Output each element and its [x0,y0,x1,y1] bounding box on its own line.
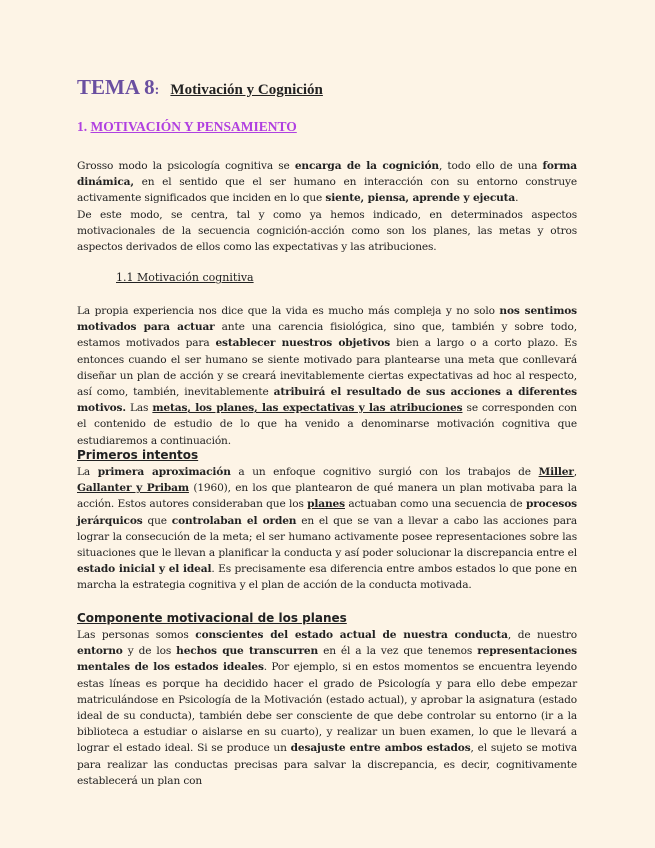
text-run: , [573,466,577,478]
text-run: a un enfoque cognitivo surgió con los trabajos de [230,466,539,478]
text-run: , de nuestro [507,629,578,641]
text-bold: controlaban el orden [171,514,297,527]
text-run: Grosso modo la psicología cognitiva se [77,160,295,172]
author-gallanter-pribam: Gallanter y Pribam [77,482,189,495]
text-bold-underline: metas, los planes, las expectativas y las atribuciones [152,402,463,415]
title-separator: : [154,83,160,98]
text-bold: procesos jerárquicos [77,498,577,527]
text-run: en el sentido que el ser humano en interacción con su entorno construye activamente significados que inciden en lo que [77,176,577,205]
text-bold: nos sentimos motivados para actuar [77,305,577,334]
text-run: bien a largo o a corto plazo. Es entonces cuando el ser humano se siente motivado para plantearse una meta que conllevará diseñar un plan de acción y se creará inevitablemente ciertas expectativas ad hoc al respecto, así como, también, inevitablemente [77,337,578,399]
text-bold: desajuste entre ambos estados [290,742,471,755]
page-title [77,64,577,102]
text-bold: representaciones mentales de los estados ideales [77,645,577,674]
text-run: actuaban como una secuencia de [344,498,526,511]
componente-heading: Componente motivacional de los planes [77,611,347,625]
text-run: en él a la vez que tenemos [318,645,478,658]
intro-paragraph-2: De este modo, se centra, tal y como ya hemos indicado, en determinados aspectos motivacionales de la secuencia cognición-acción como son los planes, las metas y otros aspectos derivados de ellos como las expectativas y las atribuciones. [77,209,577,254]
section-number: 1. [77,119,88,134]
text-run: (1960), en los que plantearon de qué manera un plan motivaba para la acción. Estos autores consideraban que los [77,482,577,511]
tema-number: TEMA 8 [77,75,155,99]
text-run: Las [125,402,153,415]
componente-paragraph [77,627,577,789]
text-run: , el sujeto se motiva para realizar las conductas precisas para salvar la discrepancia, es decir, cognitivamente establecerá un plan con [77,742,578,787]
subsection-heading: 1.1 Motivación cognitiva [116,271,254,284]
section-title: MOTIVACIÓN Y PENSAMIENTO [90,119,297,134]
text-bold: atribuirá el resultado de sus acciones a diferentes motivos. [77,386,577,415]
intro-paragraph-1 [77,158,577,207]
text-run: . [515,192,519,205]
text-run: , todo ello de una [438,160,543,172]
text-run: ante una carencia fisiológica, sino que, también y sobre todo, estamos motivados para [77,321,577,350]
text-bold: estado inicial y el ideal [77,563,212,576]
text-bold: encarga de la cognición [294,160,439,172]
text-bold: entorno [77,645,123,658]
text-run: La [77,466,98,478]
tema-name: Motivación y Cognición [170,82,323,98]
text-run: en el que se van a llevar a cabo las acciones para lograr la consecución de la meta; el ser humano activamente posee representaciones sobre las situaciones que le llevan a planificar la conducta y así poder solucionar la discrepancia entre el [77,514,578,560]
text-bold: conscientes del estado actual de nuestra conducta [195,629,508,641]
text-run: Las personas somos [77,629,196,641]
author-miller: Miller [538,466,574,478]
text-bold: establecer nuestros objetivos [215,337,391,350]
text-run: que [142,514,172,527]
text-bold: primera aproximación [97,466,231,478]
motivacion-paragraph [77,303,577,449]
text-run: La propia experiencia nos dice que la vida es mucho más compleja y no solo [77,305,500,317]
text-bold: hechos que transcurren [176,645,319,658]
primeros-heading: Primeros intentos [77,448,199,462]
primeros-paragraph [77,464,577,594]
text-bold-underline: planes [307,498,345,511]
text-run: se corresponden con el contenido de estudio de lo que ha venido a denominarse motivación cognitiva que estudiaremos a continuación. [77,402,577,447]
text-bold: forma dinámica, [77,160,578,189]
text-bold: siente, piensa, aprende y ejecuta [325,192,516,205]
text-run: . Por ejemplo, si en estos momentos se encuentra leyendo estas líneas es porque ha decidido hacer el grado de Psicología y para ello debe empezar matriculándose en Psicología de la Motivación (estado actual), y aprobar la asignatura (estado ideal de su conducta), también debe ser consciente de que debe controlar su entorno (ir a la biblioteca a estudiar o aislarse en su cuarto), y realizar un buen examen, lo que le llevará a lograr el estado ideal. Si se produce un [77,661,577,755]
section-heading [77,119,297,135]
text-run: . Es precisamente esa diferencia entre ambos estados lo que pone en marcha la estrategia cognitiva y el plan de acción de la conducta motivada. [77,563,577,592]
text-run: y de los [122,645,177,658]
